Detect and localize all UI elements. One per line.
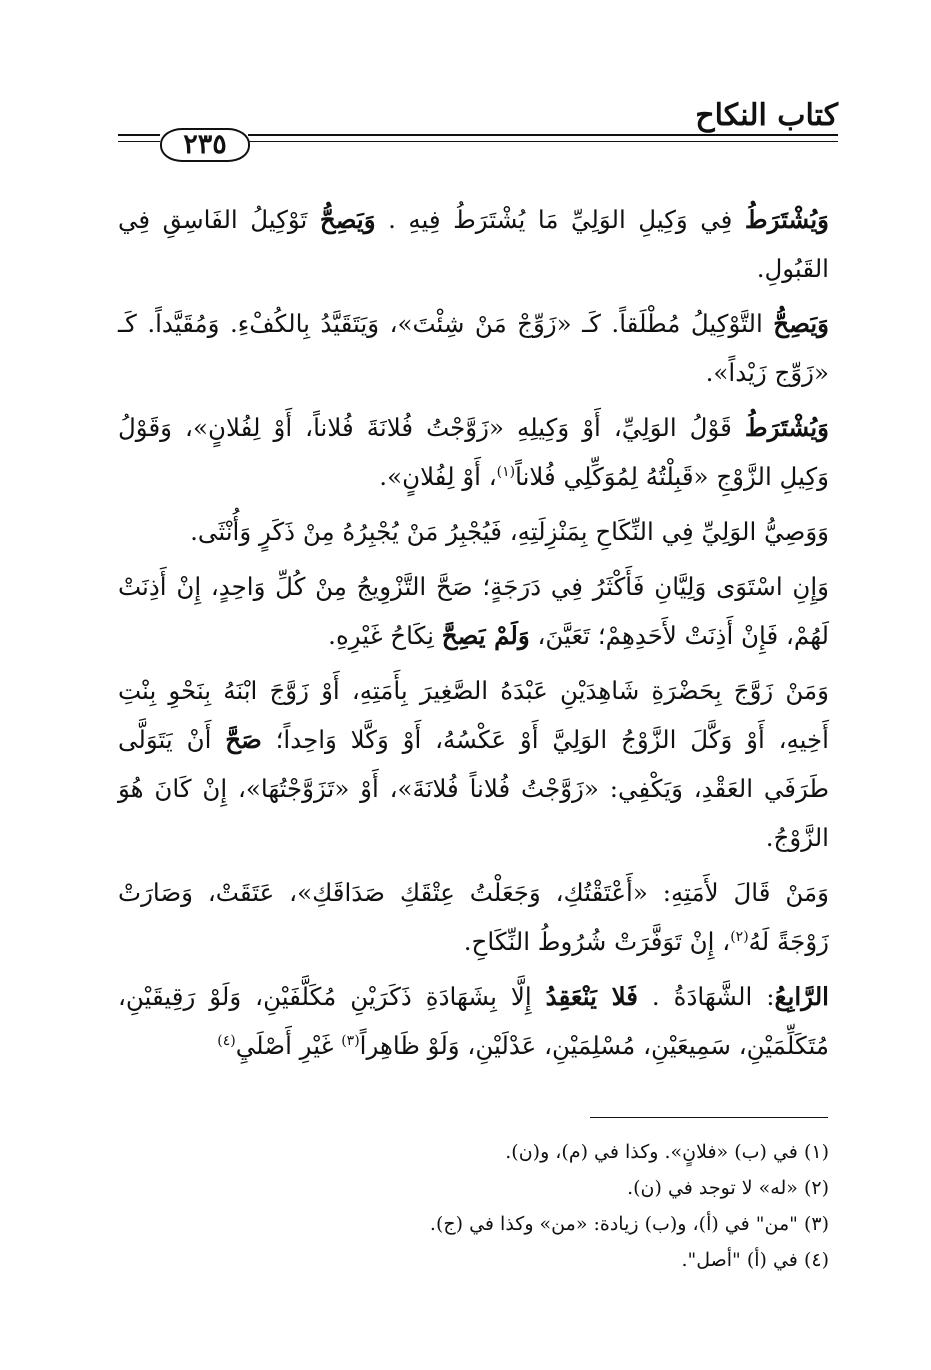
footnote-text: «له» لا توجد في (ن). xyxy=(627,1177,798,1199)
footnote-ref: (١) xyxy=(496,463,516,480)
paragraph xyxy=(118,868,829,966)
footnote-ref: (٢) xyxy=(730,928,749,945)
header-rule-left xyxy=(118,134,160,136)
bold-term: صَحَّ xyxy=(225,725,262,754)
bold-term: الرَّابِعُ xyxy=(774,982,829,1011)
bold-term: وَلَمْ يَصِحَّ xyxy=(441,621,530,650)
paragraph xyxy=(118,507,829,556)
bold-term: فَلا يَنْعَقِدُ xyxy=(545,982,638,1011)
text-run: إِلَّا بِشَهَادَةِ ذَكَرَيْنِ مُكَلَّفَيْنِ، وَلَوْ رَقِيقَيْنِ، مُتَكَلِّمَيْنِ، سَمِيعَيْنِ، مُسْلِمَيْنِ، عَدْلَيْنِ، وَلَوْ ظَاهِراً xyxy=(118,982,829,1060)
footnote-number: (٤) xyxy=(803,1249,829,1271)
paragraph xyxy=(118,195,829,293)
footnote-ref: (٤) xyxy=(217,1032,236,1049)
paragraph xyxy=(118,666,829,862)
text-run: نِكَاحُ غَيْرِهِ. xyxy=(328,621,442,650)
footnote-ref: (٣) xyxy=(341,1032,360,1049)
text-run: تَوْكِيلُ الفَاسِقِ فِي القَبُولِ. xyxy=(118,205,829,283)
paragraph xyxy=(118,299,829,397)
text-run: : الشَّهَادَةُ . xyxy=(637,982,775,1011)
footnote xyxy=(118,1242,829,1278)
bold-term: وَيُشْتَرَطُ xyxy=(744,413,829,442)
header-rule-left-thin xyxy=(118,141,160,142)
text-run: فِي وَكِيلِ الوَلِيِّ مَا يُشْتَرَطُ فِيهِ . xyxy=(375,205,745,234)
paragraph xyxy=(118,972,829,1070)
footnote-number: (١) xyxy=(803,1141,829,1163)
footnote-number: (٣) xyxy=(803,1213,829,1235)
footnote-text: في (أ) "أصل". xyxy=(681,1249,798,1271)
text-run: وَإِنِ اسْتَوَى وَلِيَّانِ فَأَكْثَرُ فِي دَرَجَةٍ؛ صَحَّ التَّزْوِيجُ مِنْ كُلِّ وَاحِدٍ، إِنْ أَذِنَتْ لَهُمْ، فَإِنْ أَذِنَتْ لأَحَدِهِمْ؛ تَعَيَّنَ، xyxy=(118,572,829,650)
footnotes xyxy=(118,1134,829,1278)
text-run: أَنْ يَتَوَلَّى طَرَفَي العَقْدِ، وَيَكْفِي: «زَوَّجْتُ فُلاناً فُلانَةَ»، أَوْ «تَزَوَّجْتُهَا»، إِنْ كَانَ هُوَ الزَّوْجُ. xyxy=(118,725,829,852)
footnote-number: (٢) xyxy=(803,1177,829,1199)
page-header xyxy=(118,98,838,158)
footnote-text: في (ب) «فلانٍ». وكذا في (م)، و(ن). xyxy=(505,1141,798,1163)
footnote-text: "من" في (أ)، و(ب) زيادة: «من» وكذا في (ج). xyxy=(429,1213,798,1235)
paragraph xyxy=(118,403,829,501)
running-title: كتاب النكاح xyxy=(695,98,838,133)
bold-term: وَيُشْتَرَطُ xyxy=(744,205,829,234)
text-run: قَوْلُ الوَلِيِّ، أَوْ وَكِيلِهِ «زَوَّجْتُ فُلانَةَ فُلاناً، أَوْ لِفُلانٍ»، وَقَوْلُ وَكِيلِ الزَّوْجِ «قَبِلْتُهُ لِمُوَكِّلِي فُلاناً xyxy=(118,413,829,491)
page-number: ٢٣٥ xyxy=(160,128,250,162)
text-run: غَيْرِ أَصْلَيِ xyxy=(235,1031,342,1060)
bold-term: وَيَصِحُّ xyxy=(773,309,829,338)
text-run: ، إِنْ تَوَفَّرَتْ شُرُوطُ النِّكَاحِ. xyxy=(463,927,731,956)
text-run: التَّوْكِيلُ مُطْلَقاً. كَـ «زَوِّجْ مَنْ شِئْتَ»، وَيَتَقَيَّدُ بِالكُفْءِ. وَمُقَيَّداً. كَـ «زَوِّج زَيْداً». xyxy=(118,309,829,387)
bold-term: وَيَصِحُّ xyxy=(319,205,376,234)
text-run: وَمَنْ قَالَ لأَمَتِهِ: «أَعْتَقْتُكِ، وَجَعَلْتُ عِتْقَكِ صَدَاقَكِ»، عَتَقَتْ، وَصَارَتْ زَوْجَةً لَهُ xyxy=(118,878,829,956)
paragraph xyxy=(118,562,829,660)
text-run: وَوَصِيُّ الوَلِيِّ فِي النِّكَاحِ بِمَنْزِلَتِهِ، فَيُجْبِرُ مَنْ يُجْبِرُهُ مِنْ ذَكَرٍ وَأُنْثَى. xyxy=(190,517,829,546)
main-text xyxy=(118,195,829,1076)
header-rule-right-thin xyxy=(248,141,838,142)
footnote xyxy=(118,1206,829,1242)
text-run: وَمَنْ زَوَّجَ بِحَضْرَةِ شَاهِدَيْنِ عَبْدَهُ الصَّغِيرَ بِأَمَتِهِ، أَوْ زَوَّجَ ابْنَهُ بِنَحْوِ بِنْتِ أَخِيهِ، أَوْ وَكَّلَ الزَّوْجُ الوَلِيَّ أَوْ عَكْسُهُ، أَوْ وَكَّلا وَاحِداً؛ xyxy=(118,676,829,754)
footnote-separator xyxy=(590,1117,828,1118)
text-run: ، أَوْ لِفُلانٍ». xyxy=(379,462,497,491)
footnote xyxy=(118,1134,829,1170)
footnote xyxy=(118,1170,829,1206)
header-rule-right xyxy=(248,134,838,136)
